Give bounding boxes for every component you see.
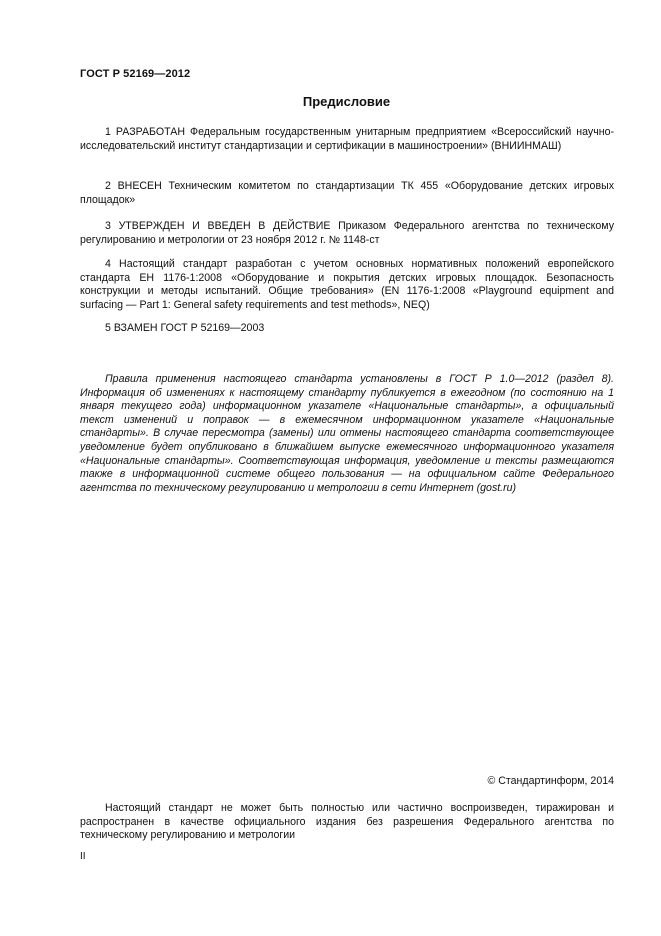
foreword-item-introduced: 2 ВНЕСЕН Техническим комитетом по стандартизации ТК 455 «Оборудование детских игровых площадок» — [80, 180, 614, 206]
copyright-line: © Стандартинформ, 2014 — [487, 775, 614, 787]
foreword-item-replaces: 5 ВЗАМЕН ГОСТ Р 52169—2003 — [105, 322, 265, 334]
foreword-item-approved: 3 УТВЕРЖДЕН И ВВЕДЕН В ДЕЙСТВИЕ Приказом Федерального агентства по техническому регулированию и метрологии от 23 ноября 2012 г. № 1148-ст — [80, 220, 614, 246]
page-number: II — [80, 851, 86, 862]
page-title: Предисловие — [302, 94, 391, 109]
document-code-header: ГОСТ Р 52169—2012 — [80, 68, 191, 80]
foreword-item-developed: 1 РАЗРАБОТАН Федеральным государственным унитарным предприятием «Всероссийский научно-исследовательский институт стандартизации и сертификации в машиностроении» (ВНИИНМАШ) — [80, 126, 614, 152]
reproduction-notice: Настоящий стандарт не может быть полностью или частично воспроизведен, тиражирован и распространен в качестве официального издания без разрешения Федерального агентства по техническому регулированию и метрологии — [80, 802, 614, 842]
foreword-item-based-on: 4 Настоящий стандарт разработан с учетом основных нормативных положений европейского стандарта ЕН 1176-1:2008 «Оборудование и покрытия детских игровых площадок. Безопасность конструкции и методы испытаний. Общие требования» (EN 1176-1:2008 «Playground equipment and surfacing — Part 1: General safety requirements and test methods», NEQ) — [80, 258, 614, 311]
application-rules-note: Правила применения настоящего стандарта установлены в ГОСТ Р 1.0—2012 (раздел 8). Информация об изменениях к настоящему стандарту публикуется в ежегодном (по состоянию на 1 января текущего года) информационном указателе «Национальные стандарты», а официальный текст изменений и поправок — в ежемесячном информационном указателе «Национальные стандарты». В случае пересмотра (замены) или отмены настоящего стандарта соответствующее уведомление будет опубликовано в ближайшем выпуске ежемесячного информационного указателя «Национальные стандарты». Соответствующая информация, уведомление и тексты размещаются также в информационной системе общего пользования — на официальном сайте Федерального агентства по техническому регулированию и метрологии в сети Интернет (gost.ru) — [80, 373, 614, 494]
